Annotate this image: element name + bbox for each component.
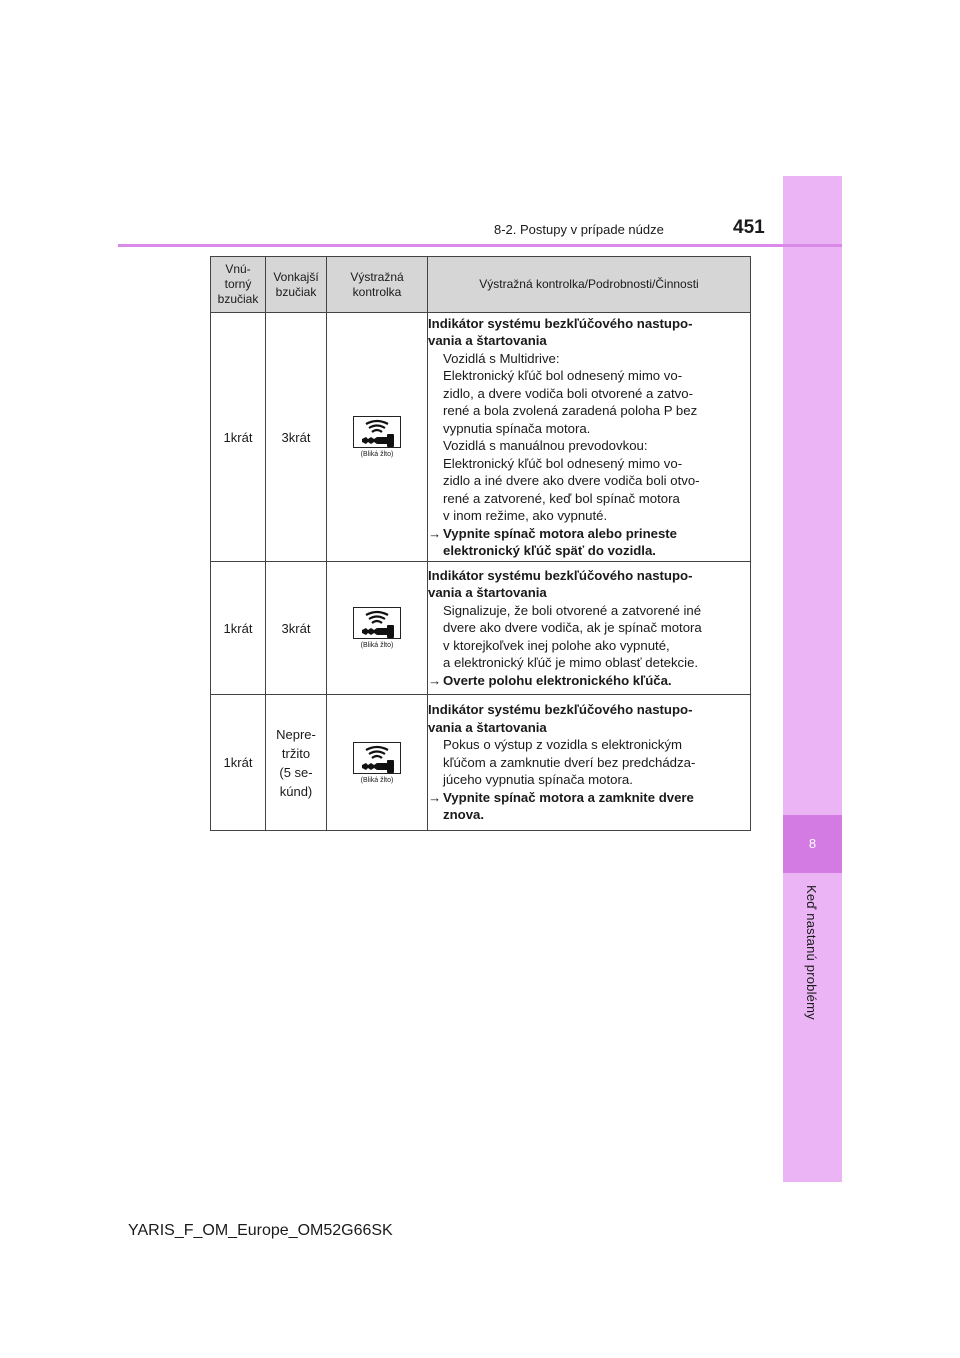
smart-key-indicator-icon <box>353 742 401 774</box>
indicator-description: Vozidlá s Multidrive: Elektronický kľúč bol odnesený mimo vo- zidlo, a dvere vodiča boli otvorené a zatvo- rené a bola zvolená zaradená poloha P bez vypnutia spínača motora. Vozidlá s manuálnou prevodovkou: Elektronický kľúč bol odnesený mimo vo- zidlo a iné dvere ako dvere vodiča boli otvo- rené a zatvorené, keď bol spínač motora v inom režime, ako vypnuté. <box>443 350 700 523</box>
header-external-buzzer: Vonkajší bzučiak <box>266 257 327 313</box>
warning-light-cell <box>327 313 428 562</box>
header-details: Výstražná kontrolka/Podrobnosti/Činnosti <box>428 257 751 313</box>
action-text: Vypnite spínač motora a zamknite dvere znova. <box>443 789 694 823</box>
indicator-title: Indikátor systému bezkľúčového nastupo- vania a štartovania <box>428 702 693 735</box>
indicator-title: Indikátor systému bezkľúčového nastupo- vania a štartovania <box>428 315 693 348</box>
indicator-description: Signalizuje, že boli otvorené a zatvorené iné dvere ako dvere vodiča, ak je spínač motora v ktorejkoľvek inej polohe ako vypnuté, a elektronický kľúč je mimo oblasť detekcie. <box>443 602 702 671</box>
action-text: Vypnite spínač motora alebo prineste elektronický kľúč späť do vozidla. <box>443 525 678 558</box>
internal-buzzer-cell: 1krát <box>211 313 266 562</box>
chapter-label: Keď nastanú problémy <box>804 885 819 1020</box>
smart-key-indicator-icon <box>353 416 401 448</box>
icon-caption: (Bliká žlto) <box>360 451 394 458</box>
external-buzzer-cell: Nepre- tržito (5 se- kúnd) <box>266 695 327 831</box>
table-header-row <box>211 257 751 313</box>
header-rule <box>118 244 842 247</box>
smart-key-indicator-icon <box>353 607 401 639</box>
indicator-description: Pokus o výstup z vozidla s elektronickým kľúčom a zamknutie dverí bez predchádza- júceho vypnutia spínača motora. <box>443 737 696 788</box>
chapter-number: 8 <box>783 815 842 873</box>
section-title: 8-2. Postupy v prípade núdze <box>494 222 664 237</box>
document-id: YARIS_F_OM_Europe_OM52G66SK <box>128 1222 393 1239</box>
warning-light-cell <box>327 562 428 695</box>
arrow-icon: → <box>428 525 442 541</box>
header-internal-buzzer: Vnú- torný bzučiak <box>211 257 266 313</box>
action-instruction <box>428 789 750 824</box>
icon-caption: (Bliká žlto) <box>360 642 394 649</box>
arrow-icon: → <box>428 789 442 805</box>
action-instruction <box>428 525 750 560</box>
warning-table <box>210 256 751 831</box>
table-row <box>211 695 751 831</box>
table-row <box>211 313 751 562</box>
chapter-side-tab <box>783 176 842 1182</box>
details-cell <box>428 562 751 695</box>
internal-buzzer-cell: 1krát <box>211 562 266 695</box>
header-warning-light: Výstražná kontrolka <box>327 257 428 313</box>
external-buzzer-cell: 3krát <box>266 313 327 562</box>
action-text: Overte polohu elektronického kľúča. <box>443 672 672 688</box>
arrow-icon: → <box>428 672 442 688</box>
internal-buzzer-cell: 1krát <box>211 695 266 831</box>
action-instruction <box>428 672 750 690</box>
page-number: 451 <box>733 217 765 238</box>
external-buzzer-cell: 3krát <box>266 562 327 695</box>
indicator-title: Indikátor systému bezkľúčového nastupo- vania a štartovania <box>428 567 693 601</box>
details-cell <box>428 695 751 831</box>
table-row <box>211 562 751 695</box>
details-cell <box>428 313 751 562</box>
warning-light-cell <box>327 695 428 831</box>
icon-caption: (Bliká žlto) <box>360 776 394 784</box>
